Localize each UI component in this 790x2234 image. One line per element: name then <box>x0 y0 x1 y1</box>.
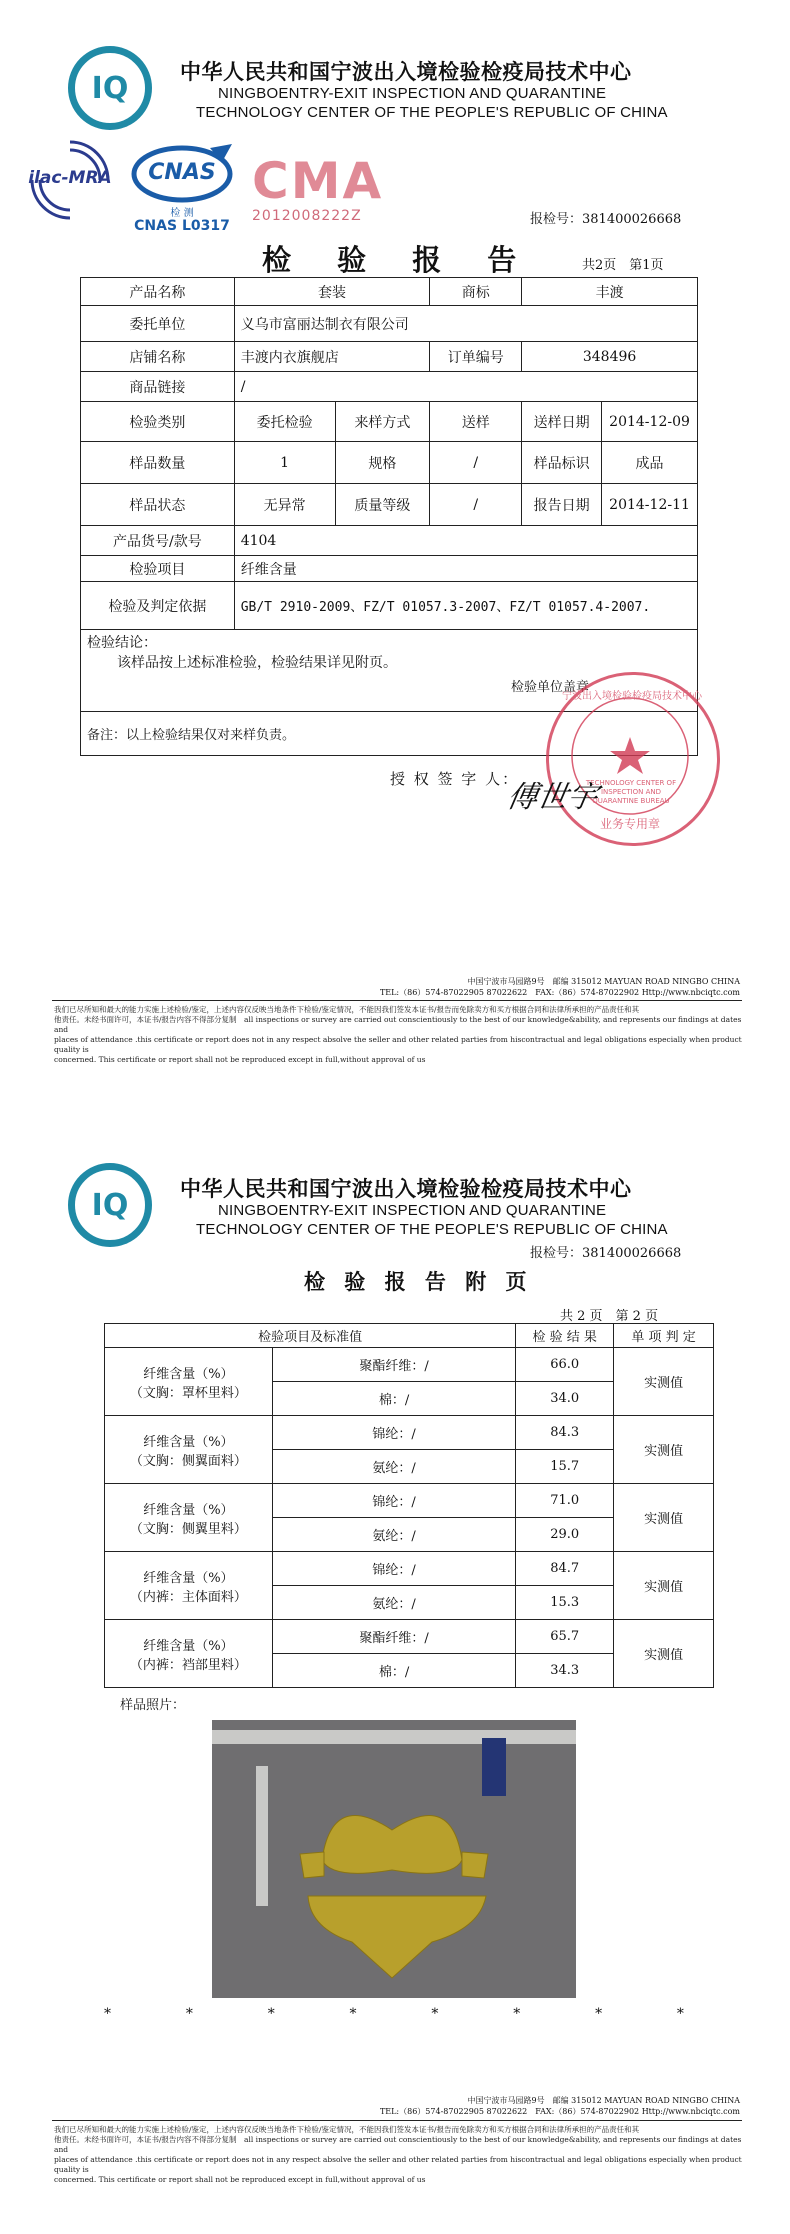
report-title: 检 验 报 告 <box>262 243 535 277</box>
fiber-group-title: 纤维含量（%） <box>143 1502 234 1518</box>
fiber-group-name <box>105 1484 273 1552</box>
fiber-type: 聚酯纤维：/ <box>272 1620 516 1654</box>
fiber-value: 15.7 <box>516 1450 614 1484</box>
org-name-en-1-p2: NINGBOENTRY-EXIT INSPECTION AND QUARANTINE <box>218 1202 607 1219</box>
fiber-value: 84.3 <box>516 1416 614 1450</box>
stamp-text-cn: 宁波出入境检验检疫局技术中心 <box>562 691 702 702</box>
fiber-type: 锦纶：/ <box>272 1484 516 1518</box>
cma-text: CMA <box>252 152 384 210</box>
sampling-value: 送样 <box>430 402 522 442</box>
spec-value: / <box>430 442 522 484</box>
order-value: 348496 <box>522 342 698 372</box>
client-value: 义乌市富丽达制衣有限公司 <box>234 306 697 342</box>
fiber-type: 棉：/ <box>272 1382 516 1416</box>
fiber-value: 71.0 <box>516 1484 614 1518</box>
ilac-mra-logo <box>18 132 122 228</box>
fiber-value: 65.7 <box>516 1620 614 1654</box>
fiber-group-name <box>105 1552 273 1620</box>
grade-label: 质量等级 <box>335 484 430 526</box>
fiber-group-name <box>105 1416 273 1484</box>
page-info: 共2页 第1页 <box>582 258 664 273</box>
cma-code: 2012008222Z <box>252 208 362 224</box>
footer-tel-2: TEL:（86）574-87022905 87022622 FAX:（86）574-87022902 Http://www.nbciqtc.com <box>379 2107 740 2116</box>
report-date-value: 2014-12-11 <box>602 484 698 526</box>
footer-address-1: 中国宁波市马园路9号 邮编 315012 MAYUAN ROAD NINGBO CHINA <box>467 977 740 986</box>
product-name-label: 产品名称 <box>81 278 235 306</box>
report-number: 报检号：381400026668 <box>530 212 682 227</box>
star-mark: * <box>431 2006 439 2022</box>
stars-row <box>104 2006 684 2022</box>
fiber-type: 氨纶：/ <box>272 1586 516 1620</box>
qty-label: 样品数量 <box>81 442 235 484</box>
footer-divider-1 <box>52 1000 742 1001</box>
judgement: 实测值 <box>614 1416 714 1484</box>
report-date-label: 报告日期 <box>522 484 602 526</box>
cnas-code: CNAS L0317 <box>134 218 230 234</box>
fiber-group-title: 纤维含量（%） <box>143 1366 234 1382</box>
iq-logo-p2 <box>68 1163 152 1247</box>
client-label: 委托单位 <box>81 306 235 342</box>
star-mark: * <box>349 2006 357 2022</box>
fiber-value: 15.3 <box>516 1586 614 1620</box>
link-value: / <box>234 372 697 402</box>
fiber-group-title: 纤维含量（%） <box>143 1570 234 1586</box>
iq-logo <box>68 46 152 130</box>
footer-address-2: 中国宁波市马园路9号 邮编 315012 MAYUAN ROAD NINGBO CHINA <box>467 2096 740 2105</box>
fiber-type: 锦纶：/ <box>272 1416 516 1450</box>
fiber-group-part: （内裤：裆部里料） <box>129 1657 247 1673</box>
cma-logo <box>252 152 384 238</box>
judgement: 实测值 <box>614 1348 714 1416</box>
fiber-type: 棉：/ <box>272 1654 516 1688</box>
conclusion-text: 该样品按上述标准检验，检验结果详见附页。 <box>117 655 397 671</box>
report-number-p2: 报检号：381400026668 <box>530 1246 682 1261</box>
disclaimer-line-2: 他责任。未经书面许可，本证书/报告内容不得部分复制 all inspections or survey are carried out conscientiously to the best of our knowledge&ability, and represents our findings at dates and <box>54 2135 742 2154</box>
order-label: 订单编号 <box>430 342 522 372</box>
star-mark: * <box>104 2006 111 2022</box>
appendix-title: 检 验 报 告 附 页 <box>304 1270 533 1294</box>
org-name-en-1: NINGBOENTRY-EXIT INSPECTION AND QUARANTINE <box>218 85 607 102</box>
fiber-group-part: （内裤：主体面料） <box>129 1589 247 1605</box>
org-name-cn-p2: 中华人民共和国宁波出入境检验检疫局技术中心 <box>180 1177 632 1201</box>
disclaimer-line-4: concerned. This certificate or report shall not be reproduced except in full,without approval of us <box>54 2175 426 2184</box>
col-item-header: 检验项目及标准值 <box>105 1324 516 1348</box>
cnas-sub: 检 测 <box>170 208 194 219</box>
basis-value: GB/T 2910-2009、FZ/T 01057.3-2007、FZ/T 01057.4-2007. <box>234 582 697 630</box>
fiber-group-part: （文胸：罩杯里料） <box>129 1385 247 1401</box>
test-item-value: 纤维含量 <box>234 556 697 582</box>
footer-tel-1: TEL:（86）574-87022905 87022622 FAX:（86）574-87022902 Http://www.nbciqtc.com <box>379 988 740 997</box>
iq-logo-text-p2: IQ <box>91 1187 129 1223</box>
disclaimer-line-3: places of attendance .this certificate or report does not in any respect absolve the seller and other related parties from hiscontractual and legal obligations especially when product quality is <box>54 2155 742 2174</box>
result-row <box>105 1416 714 1450</box>
basis-label: 检验及判定依据 <box>81 582 235 630</box>
fiber-group-title: 纤维含量（%） <box>143 1434 234 1450</box>
results-table <box>104 1323 714 1688</box>
send-date-label: 送样日期 <box>522 402 602 442</box>
result-row <box>105 1348 714 1382</box>
col-judge-header: 单 项 判 定 <box>614 1324 714 1348</box>
org-name-cn: 中华人民共和国宁波出入境检验检疫局技术中心 <box>180 60 632 84</box>
disclaimer-line-2: 他责任。未经书面许可，本证书/报告内容不得部分复制 all inspections or survey are carried out conscientiously to the best of our knowledge&ability, and represents our findings at dates and <box>54 1015 742 1034</box>
grade-value: / <box>430 484 522 526</box>
disclaimer-line-4: concerned. This certificate or report shall not be reproduced except in full,without approval of us <box>54 1055 426 1064</box>
fiber-value: 34.0 <box>516 1382 614 1416</box>
fiber-type: 氨纶：/ <box>272 1518 516 1552</box>
results-body <box>105 1348 714 1688</box>
disclaimer-line-1: 我们已尽所知和最大的能力实施上述检验/鉴定，上述内容仅反映当地条件下检验/鉴定情况，不能因我们签发本证书/报告而免除卖方和买方根据合同和法律所承担的产品责任和其 <box>54 1005 640 1014</box>
disclaimer-line-3: places of attendance .this certificate or report does not in any respect absolve the seller and other related parties from hiscontractual and legal obligations especially when product quality is <box>54 1035 742 1054</box>
judgement: 实测值 <box>614 1552 714 1620</box>
result-row <box>105 1620 714 1654</box>
photo-label: 样品照片： <box>120 1698 186 1713</box>
star-mark: * <box>185 2006 193 2022</box>
footer-divider-2 <box>52 2120 742 2121</box>
cnas-text: CNAS <box>148 160 216 185</box>
conclusion-label: 检验结论： <box>87 635 157 651</box>
type-value: 委托检验 <box>234 402 335 442</box>
star-mark: * <box>676 2006 684 2022</box>
qty-value: 1 <box>234 442 335 484</box>
signature: 傅世宇 <box>504 780 601 815</box>
type-label: 检验类别 <box>81 402 235 442</box>
footer-disclaimer-1 <box>54 1005 744 1065</box>
fiber-type: 聚酯纤维：/ <box>272 1348 516 1382</box>
item-no-label: 产品货号/款号 <box>81 526 235 556</box>
fiber-group-name <box>105 1620 273 1688</box>
item-no-value: 4104 <box>234 526 697 556</box>
result-row <box>105 1552 714 1586</box>
fiber-value: 84.7 <box>516 1552 614 1586</box>
test-item-label: 检验项目 <box>81 556 235 582</box>
state-value: 无异常 <box>234 484 335 526</box>
judgement: 实测值 <box>614 1484 714 1552</box>
cnas-logo <box>128 142 236 242</box>
footer-disclaimer-2 <box>54 2125 744 2185</box>
shop-label: 店铺名称 <box>81 342 235 372</box>
fiber-group-part: （文胸：侧翼面料） <box>129 1453 247 1469</box>
mark-value: 成品 <box>602 442 698 484</box>
fiber-group-part: （文胸：侧翼里料） <box>129 1521 247 1537</box>
stamp-text-en: TECHNOLOGY CENTER OF INSPECTION AND QUARANTINE BUREAU <box>585 779 677 805</box>
seal-note: 检验单位盖章 <box>510 680 589 695</box>
ilac-mra-text: ilac-MRA <box>28 168 112 188</box>
fiber-type: 氨纶：/ <box>272 1450 516 1484</box>
remark: 备注：以上检验结果仅对来样负责。 <box>81 712 698 756</box>
mark-label: 样品标识 <box>522 442 602 484</box>
brand-value: 丰渡 <box>522 278 698 306</box>
state-label: 样品状态 <box>81 484 235 526</box>
star-mark: * <box>595 2006 603 2022</box>
fiber-type: 锦纶：/ <box>272 1552 516 1586</box>
org-name-en-2: TECHNOLOGY CENTER OF THE PEOPLE'S REPUBLIC OF CHINA <box>196 104 668 121</box>
disclaimer-line-1: 我们已尽所知和最大的能力实施上述检验/鉴定，上述内容仅反映当地条件下检验/鉴定情况，不能因我们签发本证书/报告而免除卖方和买方根据合同和法律所承担的产品责任和其 <box>54 2125 640 2134</box>
col-result-header: 检 验 结 果 <box>516 1324 614 1348</box>
org-name-en-2-p2: TECHNOLOGY CENTER OF THE PEOPLE'S REPUBLIC OF CHINA <box>196 1221 668 1238</box>
fiber-group-title: 纤维含量（%） <box>143 1638 234 1654</box>
iq-logo-text: IQ <box>91 70 129 106</box>
fiber-group-name <box>105 1348 273 1416</box>
spec-label: 规格 <box>335 442 430 484</box>
link-label: 商品链接 <box>81 372 235 402</box>
judgement: 实测值 <box>614 1620 714 1688</box>
sample-photo <box>212 1720 576 1998</box>
page-info-p2: 共 2 页 第 2 页 <box>560 1309 659 1324</box>
star-mark: * <box>513 2006 521 2022</box>
official-stamp <box>546 672 720 846</box>
brand-label: 商标 <box>430 278 522 306</box>
signer-label: 授 权 签 字 人： <box>390 770 520 788</box>
star-mark: * <box>267 2006 275 2022</box>
fiber-value: 29.0 <box>516 1518 614 1552</box>
stamp-text-use: 业务专用章 <box>599 817 660 831</box>
shop-value: 丰渡内衣旗舰店 <box>234 342 430 372</box>
product-name-value: 套装 <box>234 278 430 306</box>
send-date-value: 2014-12-09 <box>602 402 698 442</box>
sampling-label: 来样方式 <box>335 402 430 442</box>
fiber-value: 66.0 <box>516 1348 614 1382</box>
result-row <box>105 1484 714 1518</box>
fiber-value: 34.3 <box>516 1654 614 1688</box>
